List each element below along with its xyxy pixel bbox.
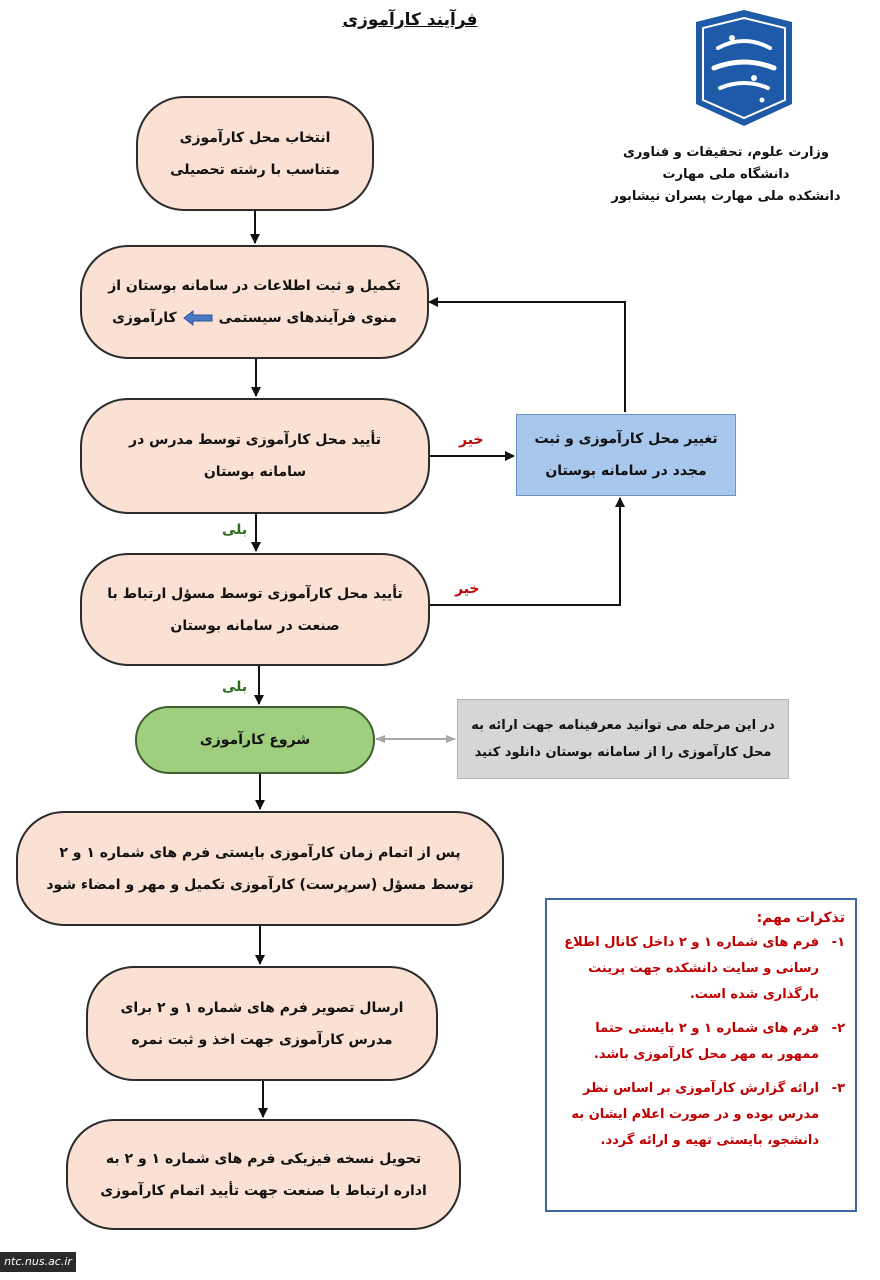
label-yes-instructor: بلی [222,522,248,538]
important-notes-box [545,898,857,1212]
step-complete-forms [16,811,504,926]
step-line: تأیید محل کارآموزی توسط مدرس در [129,432,381,448]
note-line: فرم های شماره ۱ و ۲ بایستی حتما [595,1021,819,1036]
step-line: مدرس کارآموزی جهت اخذ و ثبت نمره [131,1031,393,1048]
notes-title: تذکرات مهم: [756,910,845,926]
step-select-location [136,96,374,211]
arrow-left-icon [183,310,213,326]
note-number: ۳- [831,1081,845,1096]
step-line: ارسال تصویر فرم های شماره ۱ و ۲ برای [120,999,404,1016]
page-title: فرآیند کارآموزی [342,10,478,30]
org-line-faculty: دانشکده ملی مهارت پسران نیشابور [611,189,841,204]
step-line: توسط مسؤل (سرپرست) کارآموزی تکمیل و مهر و امضاء شود [46,876,474,893]
info-line: در این مرحله می توانید معرفینامه جهت ارائه به [471,718,775,733]
step-line: انتخاب محل کارآموزی [179,129,331,146]
step-line: متناسب با رشته تحصیلی [170,161,340,178]
step-start-internship [135,706,375,774]
note-line: بارگذاری شده است. [689,987,819,1002]
note-number: ۲- [831,1021,845,1036]
info-box [457,699,789,779]
step-line: پس از اتمام زمان کارآموزی بایستی فرم های شماره ۱ و ۲ [59,844,461,861]
note-line: ارائه گزارش کارآموزی بر اساس نظر [583,1081,819,1096]
org-line-ministry: وزارت علوم، تحقیقات و فناوری [623,145,829,160]
site-watermark: ntc.nus.ac.ir [0,1252,76,1272]
step-line: صنعت در سامانه بوستان [170,617,340,634]
step-instructor-approval [80,398,430,514]
step-line: تکمیل و ثبت اطلاعات در سامانه بوستان از [108,278,401,294]
step-industry-approval [80,553,430,666]
note-line: فرم های شماره ۱ و ۲ داخل کانال اطلاع [564,935,819,950]
note-text [559,930,819,1008]
label-no-instructor: خیر [459,432,484,448]
step-line: منوی فرآیندهای سیستمی [218,310,397,326]
change-location-box [516,414,736,496]
step-line: سامانه بوستان [203,464,307,480]
note-text [559,1076,819,1154]
note-line: ممهور به مهر محل کارآموزی باشد. [593,1047,819,1062]
label-yes-industry: بلی [222,679,248,695]
change-line: مجدد در سامانه بوستان [545,463,707,479]
org-line-university: دانشگاه ملی مهارت [662,167,790,182]
step-line: شروع کارآموزی [199,732,311,748]
note-line: رسانی و سایت دانشکده جهت پرینت [588,961,819,976]
step-register-bustan [80,245,429,359]
note-line: مدرس بوده و در صورت اعلام ایشان به [571,1107,819,1122]
step-line: کارآموزی [112,310,177,326]
arrow-change-to-step2 [429,302,625,412]
step-send-forms [86,966,438,1081]
step-line: تأیید محل کارآموزی توسط مسؤل ارتباط با [107,585,403,602]
note-item [559,930,845,1008]
note-item [559,1016,845,1068]
step-line-with-arrow [112,302,397,334]
change-line: تغییر محل کارآموزی و ثبت [534,431,718,447]
note-line: دانشجو، بایستی تهیه و ارائه گردد. [600,1133,819,1148]
note-number: ۱- [831,935,845,950]
note-item [559,1076,845,1154]
step-line: اداره ارتباط با صنعت جهت تأیید اتمام کارآموزی [100,1182,427,1199]
label-no-industry: خیر [455,581,480,597]
step-deliver-forms [66,1119,461,1230]
step-line: تحویل نسخه فیزیکی فرم های شماره ۱ و ۲ به [105,1150,422,1167]
note-text [559,1016,819,1068]
info-line: محل کارآموزی را از سامانه بوستان دانلود کنید [474,745,772,760]
